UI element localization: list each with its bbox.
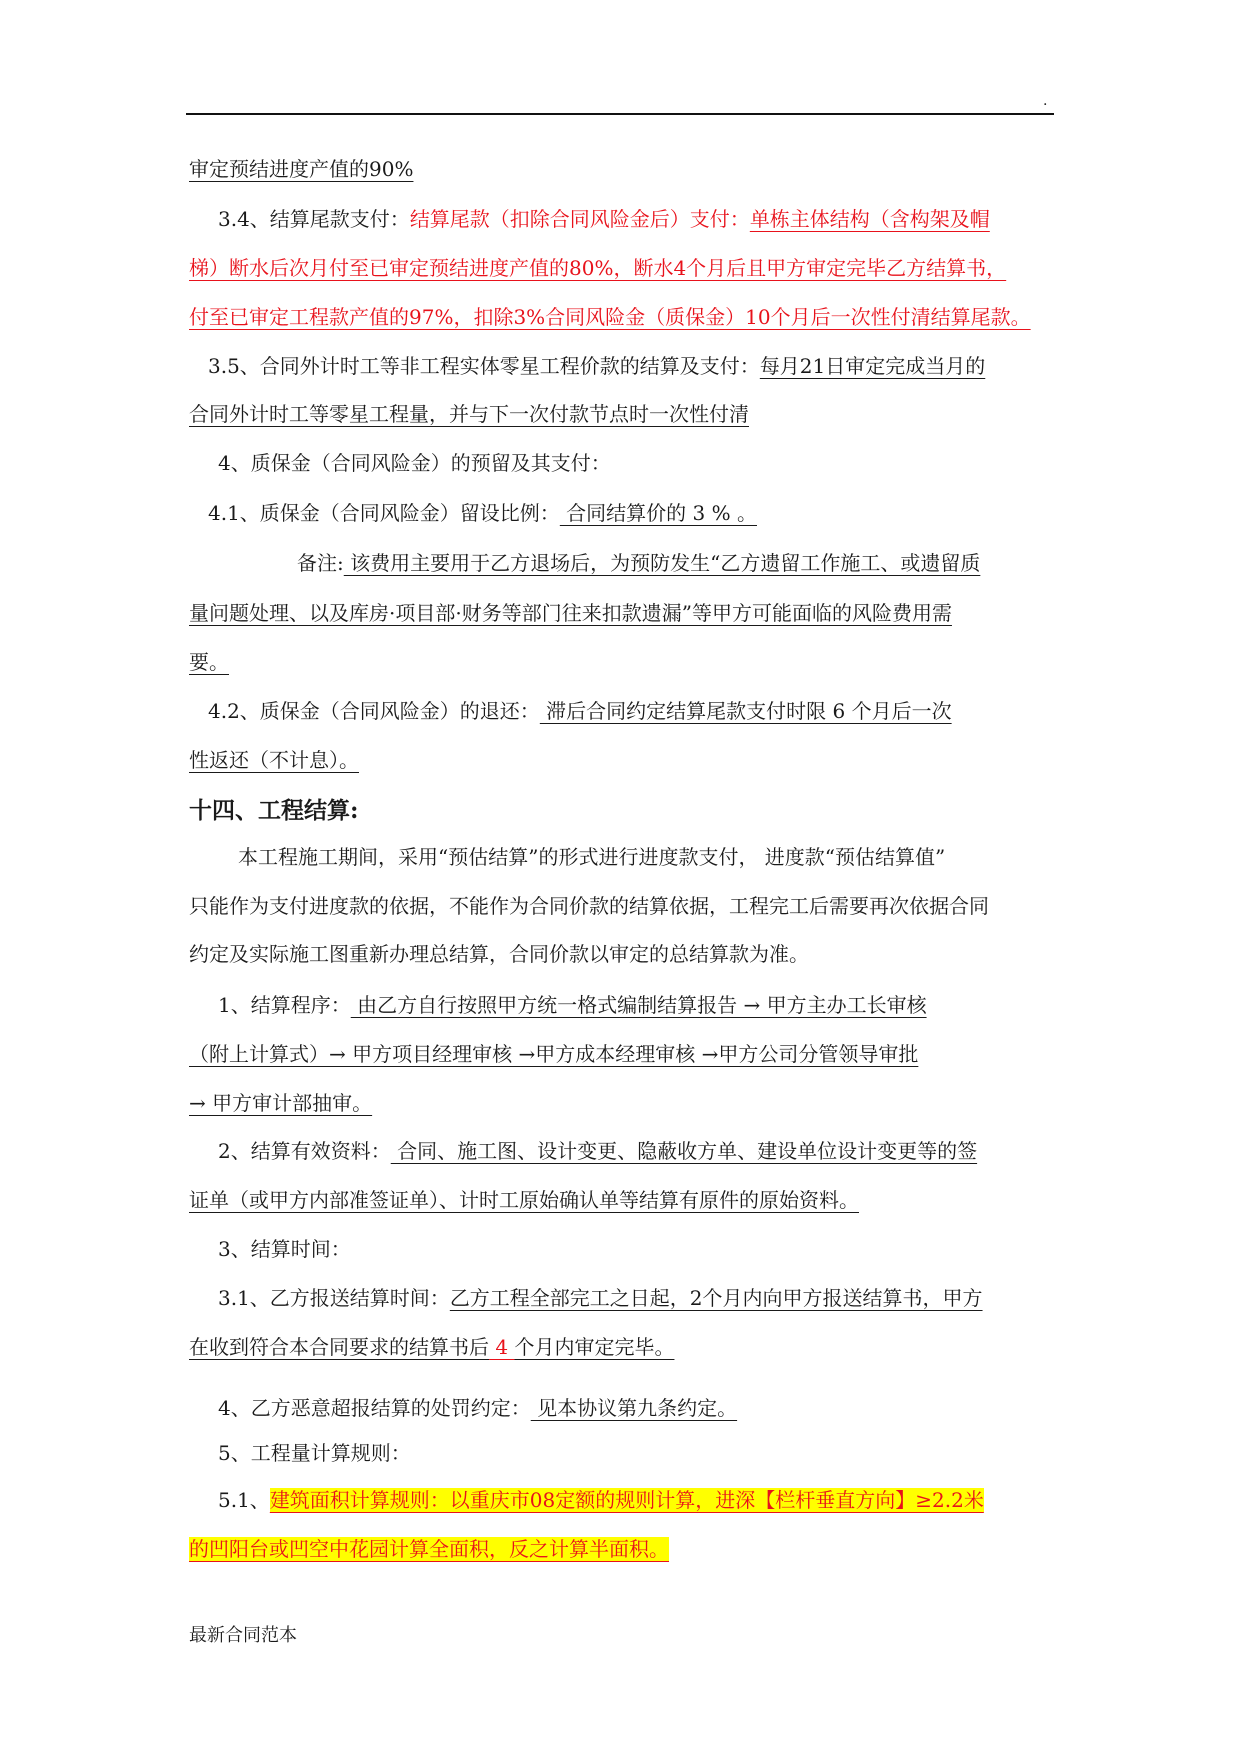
paragraph-line bbox=[189, 401, 749, 427]
text-run: 合同、施工图、设计变更、隐蔽收方单、建设单位设计变更等的签 bbox=[390, 1139, 978, 1163]
text-run: → 甲方审计部抽审。 bbox=[189, 1091, 373, 1115]
text-run: 滞后合同约定结算尾款支付时限 6 个月后一次 bbox=[539, 699, 952, 723]
text-run: 量问题处理、以及库房·项目部·财务等部门往来扣款遗漏”等甲方可能面临的风险费用需 bbox=[189, 601, 952, 625]
highlighted-text: 的凹阳台或凹空中花园计算全面积，反之计算半面积。 bbox=[189, 1537, 669, 1561]
clause-4 bbox=[218, 450, 611, 476]
text-run: 2、结算有效资料： bbox=[218, 1139, 391, 1163]
text-run: 4、质保金（合同风险金）的预留及其支付： bbox=[218, 451, 611, 475]
paragraph-line bbox=[189, 649, 229, 675]
text-run: 梯）断水后次月付至已审定预结进度产值的80%，断水4个月后且甲方审定完毕乙方结算书， bbox=[189, 256, 1007, 280]
paragraph-line bbox=[189, 255, 1006, 281]
text-run: 合同外计时工等零星工程量，并与下一次付款节点时一次性付清 bbox=[189, 402, 749, 426]
text-run: 4.1、质保金（合同风险金）留设比例： bbox=[208, 501, 560, 525]
text-run: 性返还（不计息）。 bbox=[189, 748, 359, 772]
clause-settlement-documents bbox=[218, 1138, 977, 1164]
text-run: 备注: bbox=[297, 551, 344, 575]
paragraph-line bbox=[189, 1334, 674, 1360]
text-run: 每月21日审定完成当月的 bbox=[759, 354, 986, 378]
text-run: 合同结算价的 3 % 。 bbox=[559, 501, 757, 525]
section-heading: 十四、工程结算: bbox=[189, 797, 359, 824]
text-run: 4.2、质保金（合同风险金）的退还： bbox=[208, 699, 540, 723]
text-run: 4 bbox=[489, 1335, 515, 1359]
paragraph-line bbox=[189, 1041, 918, 1067]
text-run: 审定预结进度产值的90% bbox=[189, 157, 414, 181]
header-mark: . bbox=[1043, 93, 1048, 109]
text-run: 乙方工程全部完工之日起，2个月内向甲方报送结算书，甲方 bbox=[449, 1286, 983, 1310]
text-run: 1、结算程序： bbox=[218, 993, 351, 1017]
paragraph-line bbox=[189, 1187, 859, 1213]
text-run: 个月内审定完毕。 bbox=[514, 1335, 675, 1359]
text-run: 证单（或甲方内部准签证单）、计时工原始确认单等结算有原件的原始资料。 bbox=[189, 1188, 859, 1212]
text-run: 4、乙方恶意超报结算的处罚约定： bbox=[218, 1396, 531, 1420]
text-run: 要。 bbox=[189, 650, 229, 674]
paragraph-line bbox=[189, 600, 952, 626]
header-rule bbox=[186, 113, 1054, 115]
text-run: 单栋主体结构（含构架及帽 bbox=[749, 207, 990, 231]
text-run: 只能作为支付进度款的依据，不能作为合同价款的结算依据，工程完工后需要再次依据合同 bbox=[189, 894, 989, 918]
paragraph-line bbox=[189, 1536, 669, 1562]
page-footer: 最新合同范本 bbox=[189, 1625, 297, 1646]
text-run: 3.5、合同外计时工等非工程实体零星工程价款的结算及支付： bbox=[208, 354, 760, 378]
text-run: 结算尾款（扣除合同风险金后）支付： bbox=[409, 207, 750, 231]
clause-settlement-time bbox=[218, 1236, 351, 1262]
paragraph-line bbox=[189, 1090, 372, 1116]
text-run: 3、结算时间： bbox=[218, 1237, 351, 1261]
text-run: 该费用主要用于乙方退场后，为预防发生“乙方遗留工作施工、或遗留质 bbox=[343, 551, 981, 575]
note-line bbox=[297, 550, 980, 576]
text-run: 约定及实际施工图重新办理总结算，合同价款以审定的总结算款为准。 bbox=[189, 942, 809, 966]
text-run: 3.1、乙方报送结算时间： bbox=[218, 1286, 450, 1310]
highlighted-text: 建筑面积计算规则：以重庆市08定额的规则计算，进深【栏杆垂直方向】≥2.2米 bbox=[269, 1488, 984, 1512]
clause-4-1 bbox=[208, 500, 757, 526]
text-run: 在收到符合本合同要求的结算书后 bbox=[189, 1335, 489, 1359]
paragraph-line bbox=[189, 941, 809, 967]
clause-3-4 bbox=[218, 206, 990, 232]
text-run: 本工程施工期间，采用“预估结算”的形式进行进度款支付， 进度款“预估结算值” bbox=[238, 845, 946, 869]
clause-penalty bbox=[218, 1395, 737, 1421]
clause-5-1 bbox=[218, 1487, 984, 1513]
paragraph-line bbox=[189, 747, 359, 773]
paragraph-line bbox=[189, 304, 1031, 330]
text-run: 3.4、结算尾款支付： bbox=[218, 207, 410, 231]
text-run: 付至已审定工程款产值的97%，扣除3%合同风险金（质保金）10个月后一次性付清结算尾款。 bbox=[189, 305, 1031, 329]
clause-3-5 bbox=[208, 353, 985, 379]
paragraph-line bbox=[238, 844, 945, 870]
paragraph-line bbox=[189, 893, 989, 919]
paragraph-line bbox=[189, 156, 413, 182]
clause-quantity-rules bbox=[218, 1440, 411, 1466]
text-run: 5、工程量计算规则： bbox=[218, 1441, 411, 1465]
text-run: （附上计算式）→ 甲方项目经理审核 →甲方成本经理审核 →甲方公司分管领导审批 bbox=[189, 1042, 919, 1066]
clause-3-1 bbox=[218, 1285, 983, 1311]
clause-4-2 bbox=[208, 698, 952, 724]
clause-settlement-procedure bbox=[218, 992, 927, 1018]
text-run: 由乙方自行按照甲方统一格式编制结算报告 → 甲方主办工长审核 bbox=[350, 993, 927, 1017]
text-run: 见本协议第九条约定。 bbox=[530, 1396, 738, 1420]
text-run: 5.1、 bbox=[218, 1488, 270, 1512]
